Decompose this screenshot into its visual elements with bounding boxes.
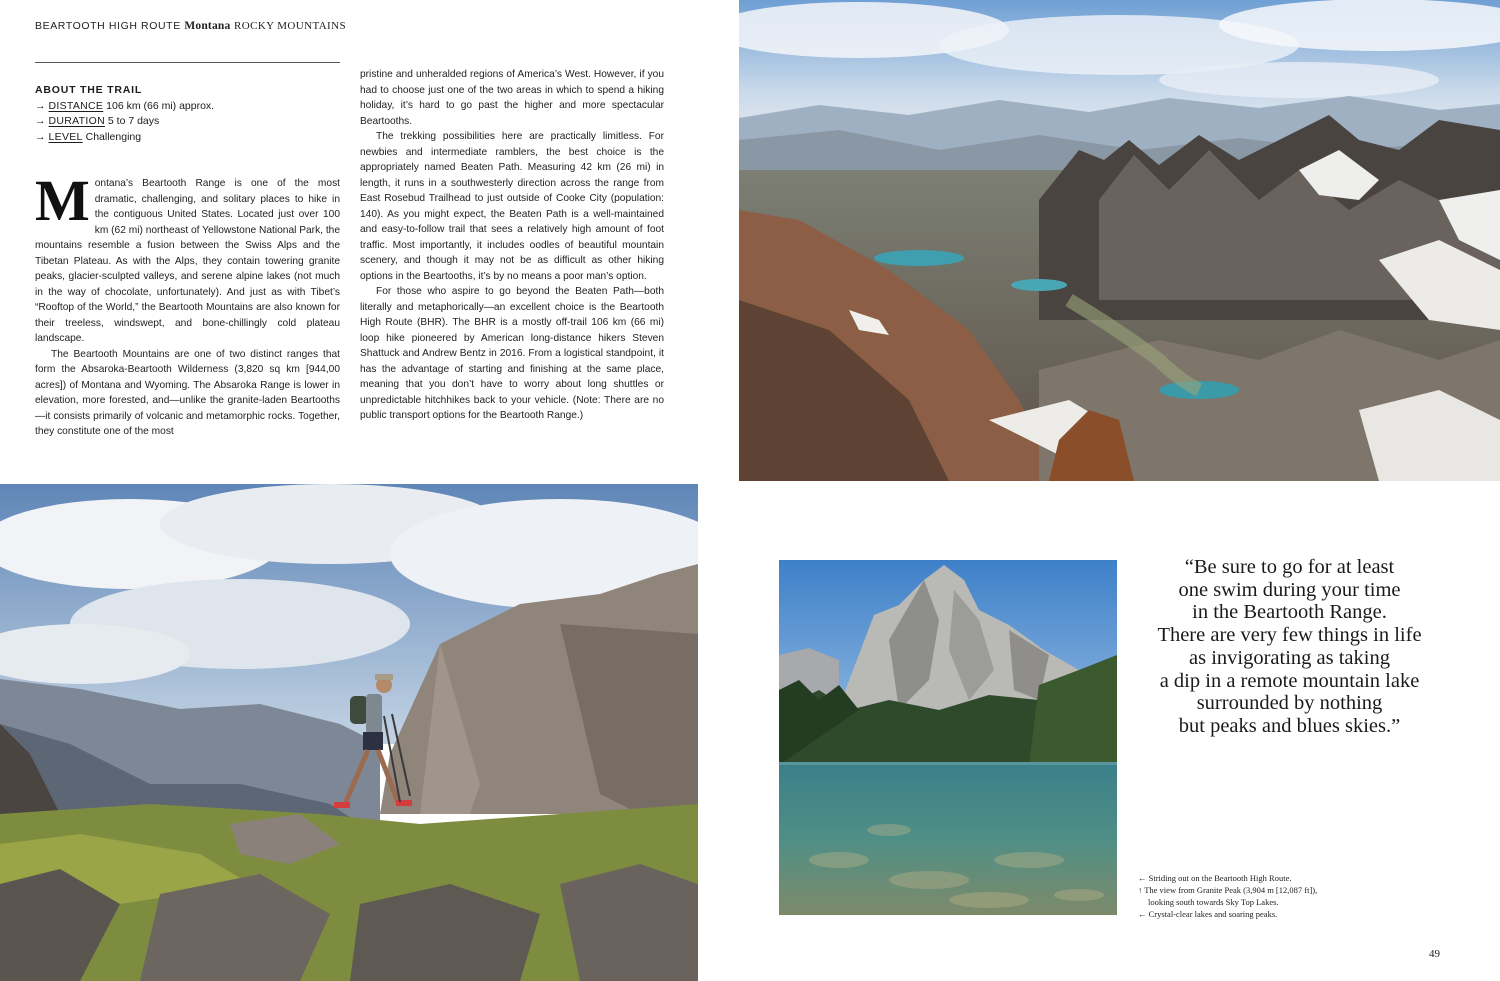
arrow-right-icon: → <box>35 115 46 127</box>
caption-lake: ← Crystal-clear lakes and soaring peaks. <box>1138 909 1278 919</box>
lake-and-peak-image <box>779 560 1117 915</box>
body-paragraph-1-text: ontana’s Beartooth Range is one of the most dramatic, challenging, and solitary places to hike in the contiguous United States. Located just over 100 km (62 mi) northeast of Yellowstone National Park, the mountains resemble a fusion between the Swiss Alps and the Tibetan Plateau. As with the Alps, they contain towering granite peaks, glacier-sculpted valleys, and serene alpine lakes (not much in the way of chocolate, unfortunately). And just as with Tibet’s “Rooftop of the World,” the Beartooth Mountains are also known for their treeless, windswept, and bone-chillingly cold plateau landscape. <box>35 178 340 344</box>
body-paragraph-1 <box>35 168 340 347</box>
pull-quote-line: “Be sure to go for at least <box>1184 556 1395 578</box>
body-paragraph-5: For those who aspire to go beyond the Beaten Path—both literally and metaphorically—an excellent choice is the Beartooth High Route (BHR). The BHR is a mostly off-trail 106 km (66 mi) loop hike pioneered by American long-distance hikers Steven Shattuck and Andrew Bentz in 2016. From a logistical standpoint, it has the advantage of starting and finishing at the same place, meaning that you don’t have to worry about long shuttles or unpredictable hitchhikes back to your vehicle. (Note: There are no public transport options for the Beartooth Range.) <box>360 286 664 421</box>
arrow-right-icon: → <box>35 130 46 143</box>
about-row-duration <box>35 114 340 130</box>
caption-granite-peak: ↑ The view from Granite Peak (3,904 m [12,087 ft]), <box>1138 885 1318 895</box>
pull-quote-line: as invigorating as taking <box>1189 646 1390 669</box>
running-header-trail: BEARTOOTH HIGH ROUTE <box>35 20 181 32</box>
pull-quote-line: surrounded by nothing <box>1196 692 1383 715</box>
about-row-level <box>35 130 340 146</box>
about-value-duration: 5 to 7 days <box>107 115 160 127</box>
pull-quote <box>1132 556 1447 738</box>
about-value-distance: 106 km (66 mi) approx. <box>106 99 215 112</box>
arrow-right-icon: → <box>35 99 46 112</box>
body-paragraph-4: The trekking possibilities here are practically limitless. For newbies and intermediate ramblers, the best choice is the appropriately named Beaten Path. Measuring 42 km (26 mi) in length, it runs in a southwesterly direction across the range from East Rosebud Trailhead to just outside of Cooke City (population: 140). As you might expect, the Beaten Path is a well-maintained and easy-to-follow trail that sees a relatively high amount of foot traffic. Most importantly, it includes oodles of beautiful mountain scenery, and though it may not be as difficult as other hiking options in the Beartooths, it’s by no means a poor man’s option. <box>360 131 664 282</box>
photo-captions <box>1138 872 1458 920</box>
mountain-vista-image <box>739 0 1500 481</box>
pull-quote-line: but peaks and blues skies.” <box>1178 714 1401 737</box>
pull-quote-line: one swim during your time <box>1178 578 1401 601</box>
caption-granite-peak-continued: looking south towards Sky Top Lakes. <box>1148 897 1279 907</box>
body-paragraph-3: pristine and unheralded regions of America’s West. However, if you had to choose just one of the two areas in which to spend a hiking holiday, it’s hard to go past the higher and more spectacular Beartooths. <box>360 69 664 127</box>
pull-quote-line: a dip in a remote mountain lake <box>1159 669 1420 692</box>
about-the-trail-box <box>35 83 340 145</box>
pull-quote-line: in the Beartooth Range. <box>1192 601 1387 624</box>
body-column-2 <box>360 67 664 424</box>
about-row-distance <box>35 99 340 115</box>
about-title: ABOUT THE TRAIL <box>35 84 143 96</box>
header-divider <box>35 62 340 63</box>
body-paragraph-2: The Beartooth Mountains are one of two distinct ranges that form the Absaroka-Beartooth Wilderness (3,820 sq km [944,00 acres]) of Montana and Wyoming. The Absaroka Range is lower in elevation, more forested, and—unlike the granite-laden Beartooths—it consists primarily of volcanic and metamorphic rocks. Together, they constitute one of the most <box>35 348 340 437</box>
running-header <box>35 20 346 32</box>
body-column-1 <box>35 168 340 440</box>
photo-granite-peak-view <box>739 0 1500 481</box>
about-key-level: LEVEL <box>48 130 83 143</box>
running-header-place: Montana <box>184 20 231 32</box>
photo-hiker-on-route <box>0 484 698 981</box>
pull-quote-line: There are very few things in life <box>1157 624 1422 647</box>
photo-alpine-lake <box>779 560 1117 915</box>
caption-hiker: ← Striding out on the Beartooth High Route. <box>1138 873 1292 883</box>
hiker-landscape-image <box>0 484 698 981</box>
running-header-region: ROCKY MOUNTAINS <box>234 20 346 32</box>
about-value-level: Challenging <box>85 130 142 143</box>
drop-cap: M <box>35 168 90 233</box>
page-number: 49 <box>1429 948 1440 960</box>
about-key-distance: DISTANCE <box>48 99 104 112</box>
about-key-duration: DURATION <box>48 115 105 127</box>
